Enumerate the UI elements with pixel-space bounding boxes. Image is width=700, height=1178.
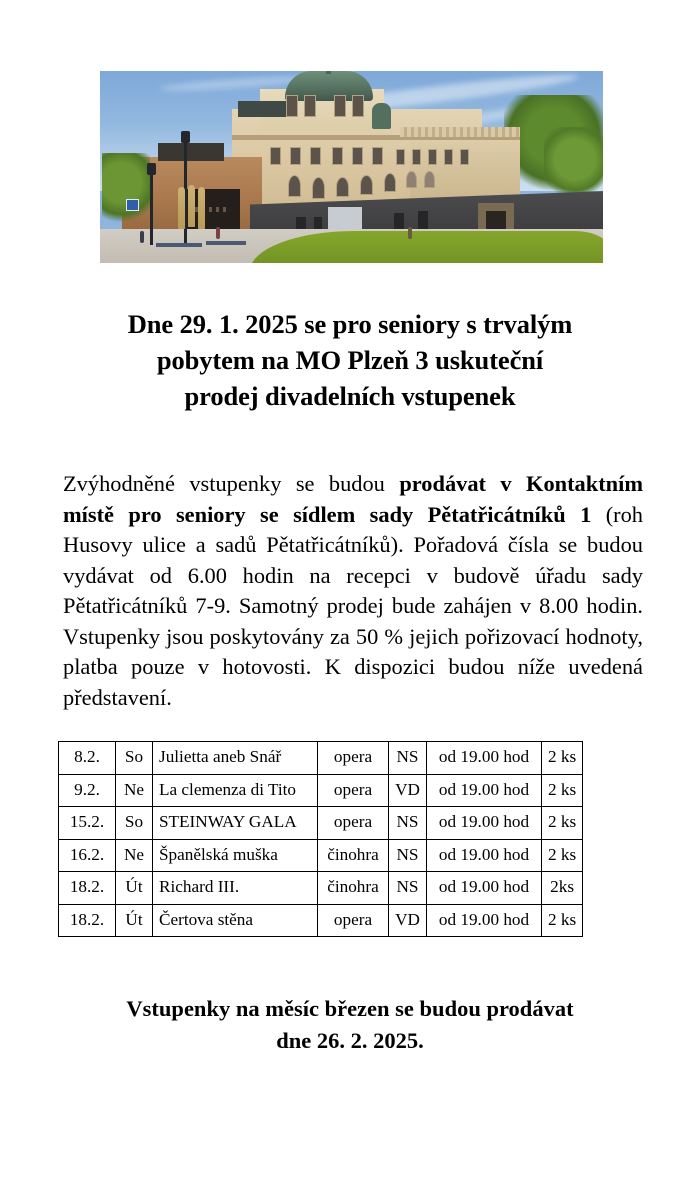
table-row: [59, 904, 583, 937]
body-text-emphasis: prodávat v Kontaktním místě pro seniory se sídlem sady Pětatřicátníků 1: [63, 471, 643, 527]
parasol-icon: [188, 185, 195, 227]
roof-balustrade: [400, 127, 520, 137]
window: [372, 147, 383, 165]
cell-time: od 19.00 hod: [427, 904, 542, 937]
tree-left: [102, 153, 150, 227]
pedestrian: [408, 227, 412, 239]
cell-stage: VD: [389, 774, 427, 807]
window: [286, 95, 298, 117]
dome-finial: [326, 71, 331, 74]
window: [290, 147, 301, 165]
cell-genre: činohra: [318, 872, 389, 905]
corner-turret: [372, 103, 391, 129]
cell-qty: 2 ks: [542, 742, 583, 775]
table-row: [59, 742, 583, 775]
cell-genre: opera: [318, 904, 389, 937]
lamp-head-icon: [181, 131, 190, 143]
cell-qty: 2ks: [542, 872, 583, 905]
table-row: [59, 839, 583, 872]
cell-qty: 2 ks: [542, 807, 583, 840]
cell-day: Út: [116, 904, 153, 937]
cell-stage: NS: [389, 807, 427, 840]
parasol-icon: [178, 187, 185, 229]
arched-window: [312, 177, 325, 199]
theatre-photo: [100, 71, 603, 263]
cell-day: So: [116, 742, 153, 775]
cell-qty: 2 ks: [542, 904, 583, 937]
cell-title: Julietta aneb Snář: [153, 742, 318, 775]
cell-title: Španělská muška: [153, 839, 318, 872]
cell-title: Richard III.: [153, 872, 318, 905]
window: [304, 95, 316, 117]
arched-window: [288, 175, 301, 197]
footer-note-line-2: dne 26. 2. 2025.: [276, 1028, 424, 1053]
page-title-line-1: Dne 29. 1. 2025 se pro seniory s trvalým: [127, 309, 573, 339]
window: [352, 95, 364, 117]
window: [270, 147, 281, 165]
cell-genre: opera: [318, 774, 389, 807]
cell-qty: 2 ks: [542, 774, 583, 807]
cell-date: 16.2.: [59, 839, 116, 872]
parasol-icon: [198, 187, 205, 229]
window: [396, 149, 405, 165]
cell-day: So: [116, 807, 153, 840]
lawn: [250, 231, 603, 263]
table-row: [59, 774, 583, 807]
page-title-line-2: pobytem na MO Plzeň 3 uskuteční: [156, 345, 544, 375]
window: [334, 95, 346, 117]
page-title: [63, 306, 637, 414]
performances-table-body: [59, 742, 583, 937]
cell-day: Ne: [116, 839, 153, 872]
bench: [156, 243, 202, 247]
table-row: [59, 872, 583, 905]
body-text-part-1: Zvýhodněné vstupenky se budou: [63, 471, 400, 497]
annex-roof-block: [158, 143, 224, 161]
cell-title: Čertova stěna: [153, 904, 318, 937]
body-paragraph: [63, 469, 643, 713]
window: [332, 147, 343, 165]
window: [460, 149, 469, 165]
window: [428, 149, 437, 165]
tree-right-small: [544, 127, 603, 199]
photo-scene: [100, 71, 603, 263]
window: [412, 149, 421, 165]
cell-day: Út: [116, 872, 153, 905]
parking-sign-icon: [126, 199, 139, 211]
footer-note: [63, 993, 637, 1057]
arched-window: [424, 171, 435, 188]
cell-time: od 19.00 hod: [427, 742, 542, 775]
cell-time: od 19.00 hod: [427, 839, 542, 872]
footer-note-line-1: Vstupenky na měsíc březen se budou prodávat: [126, 996, 574, 1021]
lamp-post-icon: [150, 171, 153, 245]
cell-stage: NS: [389, 839, 427, 872]
pedestrian: [216, 227, 220, 239]
cell-qty: 2 ks: [542, 839, 583, 872]
performances-table: [58, 741, 583, 937]
cell-title: La clemenza di Tito: [153, 774, 318, 807]
cell-time: od 19.00 hod: [427, 807, 542, 840]
cell-genre: opera: [318, 742, 389, 775]
cell-stage: VD: [389, 904, 427, 937]
window: [310, 147, 321, 165]
cell-date: 18.2.: [59, 872, 116, 905]
cell-day: Ne: [116, 774, 153, 807]
arched-window: [360, 175, 373, 195]
table-row: [59, 807, 583, 840]
pedestrian: [140, 231, 144, 243]
cell-title: STEINWAY GALA: [153, 807, 318, 840]
window: [444, 149, 453, 165]
cell-date: 15.2.: [59, 807, 116, 840]
window: [352, 147, 363, 165]
cell-date: 9.2.: [59, 774, 116, 807]
arched-window: [384, 173, 396, 192]
cell-genre: činohra: [318, 839, 389, 872]
cell-date: 8.2.: [59, 742, 116, 775]
arched-window: [406, 171, 417, 188]
cell-date: 18.2.: [59, 904, 116, 937]
bench: [206, 241, 246, 245]
lamp-head-icon: [147, 163, 156, 175]
wall-glass-panel: [328, 207, 362, 231]
cell-genre: opera: [318, 807, 389, 840]
wall-niche: [418, 211, 428, 231]
cell-time: od 19.00 hod: [427, 774, 542, 807]
cell-stage: NS: [389, 742, 427, 775]
cell-stage: NS: [389, 872, 427, 905]
arched-window: [336, 177, 349, 197]
body-text-part-2: (roh Husovy ulice a sadů Pětatřicátníků). Pořadová čísla se budou vydávat od 6.00 hodin na recepci v budově úřadu sady Pětatřicátníků 7-9. Samotný prodej bude zahájen v 8.00 hodin. Vstupenky jsou poskytovány za 50 % jejich pořizovací hodnoty, platba pouze v hotovosti. K dispozici budou níže uvedená představení.: [63, 501, 644, 710]
page-title-line-3: prodej divadelních vstupenek: [184, 381, 516, 411]
cell-time: od 19.00 hod: [427, 872, 542, 905]
